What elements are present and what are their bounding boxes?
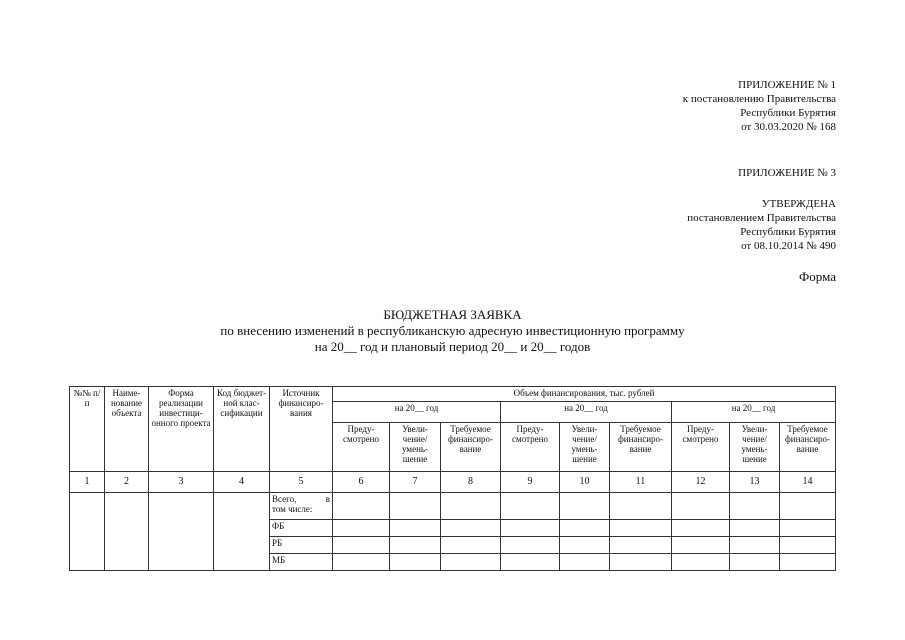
cell	[610, 493, 672, 520]
header-change-1: Увели-чение/ умень-шение	[390, 423, 441, 472]
cell	[560, 520, 610, 537]
col-number: 8	[441, 472, 501, 493]
header-year-2: на 20__ год	[501, 401, 672, 423]
cell-num	[70, 493, 105, 571]
header-change-2: Увели-чение/ умень-шение	[560, 423, 610, 472]
cell	[441, 493, 501, 520]
appendix-1-line3: от 30.03.2020 № 168	[741, 121, 836, 133]
header-planned-1: Преду-смотрено	[333, 423, 390, 472]
cell	[441, 520, 501, 537]
cell	[560, 493, 610, 520]
cell	[333, 537, 390, 554]
budget-request-table	[69, 386, 836, 571]
cell	[730, 520, 780, 537]
header-change-3: Увели-чение/ умень-шение	[730, 423, 780, 472]
document-title: БЮДЖЕТНАЯ ЗАЯВКА	[383, 307, 522, 322]
cell	[441, 554, 501, 571]
row-label-mb: МБ	[270, 554, 333, 571]
column-numbers-row	[70, 472, 836, 493]
col-number: 11	[610, 472, 672, 493]
total-label-b: в	[325, 494, 330, 504]
header-required-3: Требуемое финансиро-вание	[780, 423, 836, 472]
approved-line1: постановлением Правительства	[687, 212, 836, 224]
cell	[730, 537, 780, 554]
cell	[501, 493, 560, 520]
cell	[672, 537, 730, 554]
cell-name	[105, 493, 149, 571]
total-label-c: том числе:	[272, 504, 313, 514]
appendix-3-block	[738, 166, 836, 180]
cell	[441, 537, 501, 554]
cell	[780, 537, 836, 554]
cell	[333, 520, 390, 537]
cell	[390, 493, 441, 520]
cell	[390, 537, 441, 554]
approved-line2: Республики Бурятия	[740, 226, 836, 238]
header-required-2: Требуемое финансиро-вание	[610, 423, 672, 472]
document-subtitle-1: по внесению изменений в республиканскую адресную инвестиционную программу	[220, 323, 685, 338]
cell	[730, 554, 780, 571]
cell	[390, 554, 441, 571]
approved-block	[687, 197, 836, 253]
col-number: 3	[149, 472, 214, 493]
header-planned-3: Преду-смотрено	[672, 423, 730, 472]
cell	[501, 554, 560, 571]
cell	[672, 493, 730, 520]
cell	[780, 493, 836, 520]
form-label: Форма	[799, 269, 836, 284]
header-funding-source: Источник финансиро-вания	[270, 387, 333, 472]
header-project-form: Форма реализации инвестици-онного проекта	[149, 387, 214, 472]
approved-title: УТВЕРЖДЕНА	[761, 198, 836, 210]
header-funding-volume: Объем финансирования, тыс. рублей	[333, 387, 836, 402]
cell	[780, 554, 836, 571]
cell	[730, 493, 780, 520]
row-label-fb: ФБ	[270, 520, 333, 537]
col-number: 5	[270, 472, 333, 493]
header-budget-code: Код бюджет-ной клас-сификации	[214, 387, 270, 472]
total-label-a: Всего,	[272, 494, 297, 504]
cell	[560, 537, 610, 554]
header-year-1: на 20__ год	[333, 401, 501, 423]
appendix-1-title: ПРИЛОЖЕНИЕ № 1	[738, 79, 836, 91]
total-label	[270, 493, 333, 520]
document-subtitle-2: на 20__ год и плановый период 20__ и 20__ годов	[314, 339, 591, 354]
header-object-name: Наиме-нование объекта	[105, 387, 149, 472]
row-label-rb: РБ	[270, 537, 333, 554]
cell	[560, 554, 610, 571]
cell	[501, 520, 560, 537]
cell	[390, 520, 441, 537]
header-row-1	[70, 387, 836, 402]
col-number: 13	[730, 472, 780, 493]
cell-code	[214, 493, 270, 571]
header-num: №№ п/п	[70, 387, 105, 472]
col-number: 14	[780, 472, 836, 493]
col-number: 7	[390, 472, 441, 493]
col-number: 1	[70, 472, 105, 493]
header-year-3: на 20__ год	[672, 401, 836, 423]
cell-form	[149, 493, 214, 571]
cell	[672, 520, 730, 537]
cell	[333, 493, 390, 520]
cell	[501, 537, 560, 554]
col-number: 9	[501, 472, 560, 493]
col-number: 12	[672, 472, 730, 493]
table-row-total	[70, 493, 836, 520]
col-number: 4	[214, 472, 270, 493]
cell	[610, 537, 672, 554]
cell	[672, 554, 730, 571]
col-number: 2	[105, 472, 149, 493]
appendix-1-block	[683, 78, 836, 134]
approved-line3: от 08.10.2014 № 490	[741, 240, 836, 252]
cell	[333, 554, 390, 571]
cell	[780, 520, 836, 537]
cell	[610, 554, 672, 571]
cell	[610, 520, 672, 537]
header-required-1: Требуемое финансиро-вание	[441, 423, 501, 472]
col-number: 10	[560, 472, 610, 493]
appendix-1-line2: Республики Бурятия	[740, 107, 836, 119]
header-planned-2: Преду-смотрено	[501, 423, 560, 472]
appendix-1-line1: к постановлению Правительства	[682, 93, 836, 105]
col-number: 6	[333, 472, 390, 493]
appendix-3-title: ПРИЛОЖЕНИЕ № 3	[738, 167, 836, 179]
